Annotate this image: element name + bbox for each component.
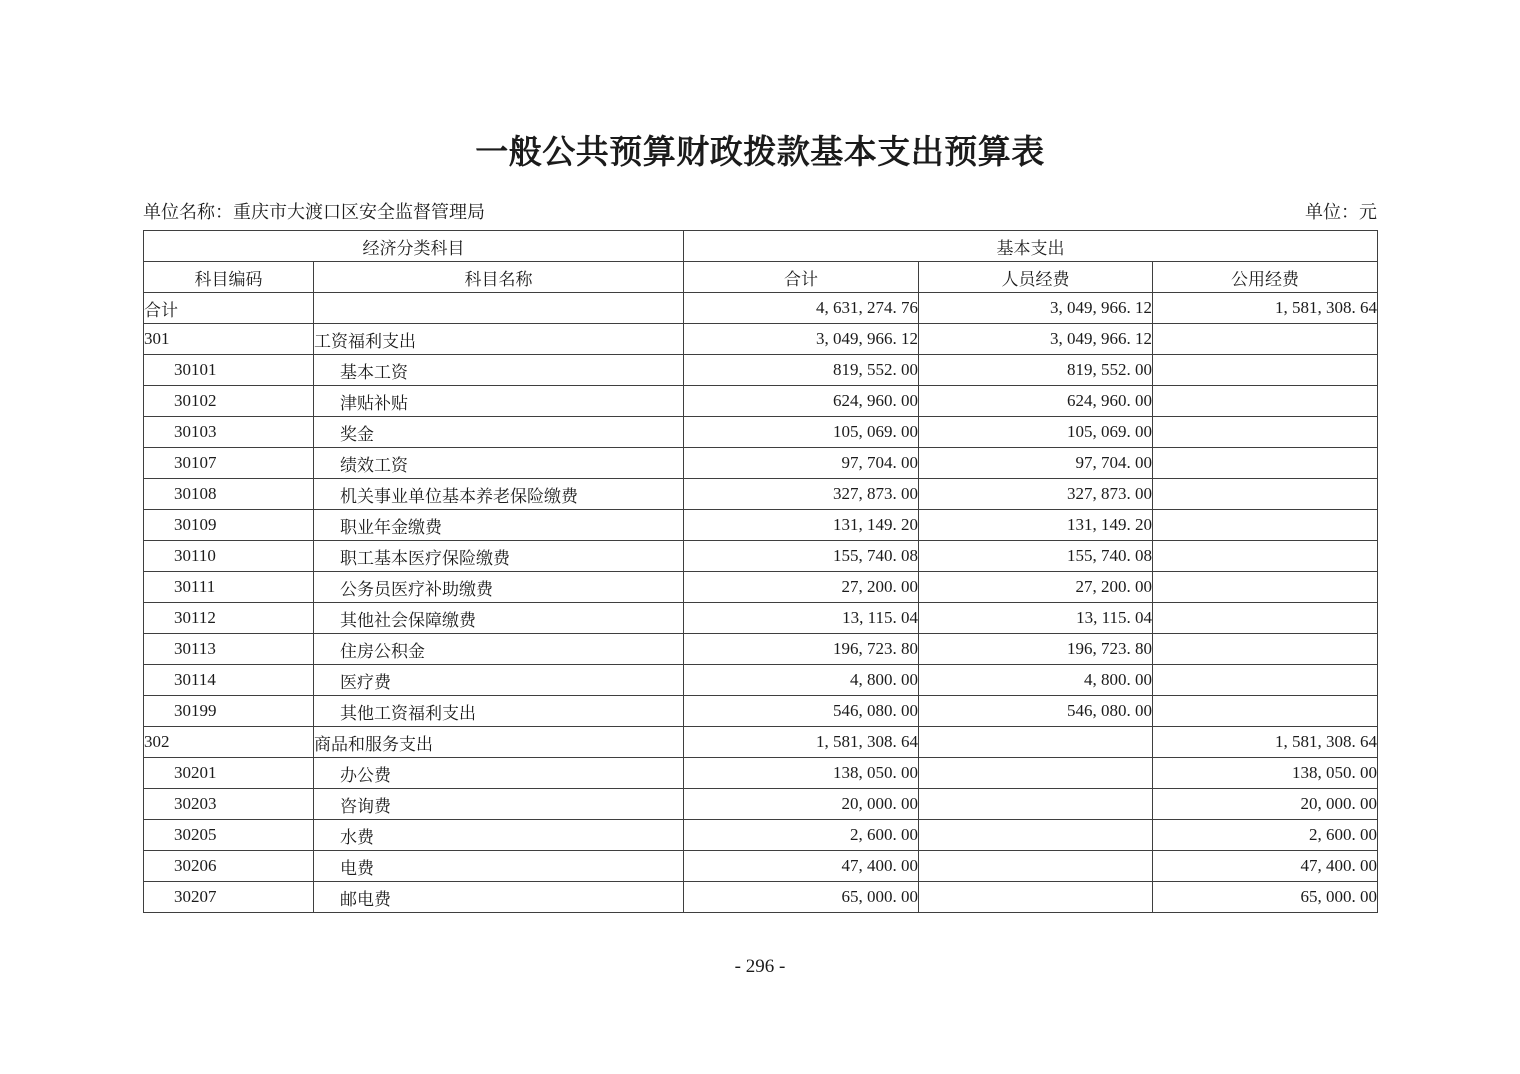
table-row (144, 603, 1378, 634)
cell-name: 基本工资 (314, 355, 684, 386)
table-row (144, 448, 1378, 479)
table-meta-row (143, 201, 1377, 223)
table-row (144, 541, 1378, 572)
cell-name: 医疗费 (314, 665, 684, 696)
table-row (144, 386, 1378, 417)
header-group-row (144, 231, 1378, 262)
cell-name: 电费 (314, 851, 684, 882)
cell-public: 1, 581, 308. 64 (1153, 293, 1378, 324)
cell-name: 津贴补贴 (314, 386, 684, 417)
header-economic-classification: 经济分类科目 (144, 231, 684, 262)
table-row (144, 727, 1378, 758)
table-row (144, 479, 1378, 510)
cell-public: 65, 000. 00 (1153, 882, 1378, 913)
cell-code: 30109 (144, 510, 314, 541)
cell-personnel (919, 820, 1153, 851)
cell-public (1153, 355, 1378, 386)
cell-total: 105, 069. 00 (684, 417, 919, 448)
cell-name: 水费 (314, 820, 684, 851)
cell-code: 合计 (144, 293, 314, 324)
page-number: - 296 - (734, 956, 786, 977)
cell-personnel: 3, 049, 966. 12 (919, 324, 1153, 355)
cell-name: 奖金 (314, 417, 684, 448)
cell-personnel (919, 789, 1153, 820)
cell-name: 其他社会保障缴费 (314, 603, 684, 634)
cell-total: 155, 740. 08 (684, 541, 919, 572)
cell-personnel: 13, 115. 04 (919, 603, 1153, 634)
cell-total: 3, 049, 966. 12 (684, 324, 919, 355)
cell-public (1153, 665, 1378, 696)
cell-personnel (919, 758, 1153, 789)
table-row (144, 355, 1378, 386)
cell-personnel: 27, 200. 00 (919, 572, 1153, 603)
cell-personnel (919, 882, 1153, 913)
cell-personnel (919, 727, 1153, 758)
header-columns-row (144, 262, 1378, 293)
table-row (144, 882, 1378, 913)
table-row (144, 634, 1378, 665)
cell-total: 97, 704. 00 (684, 448, 919, 479)
cell-public: 2, 600. 00 (1153, 820, 1378, 851)
header-total: 合计 (684, 262, 919, 293)
cell-total: 13, 115. 04 (684, 603, 919, 634)
cell-personnel: 4, 800. 00 (919, 665, 1153, 696)
cell-total: 131, 149. 20 (684, 510, 919, 541)
table-row (144, 324, 1378, 355)
cell-code: 30199 (144, 696, 314, 727)
cell-name: 咨询费 (314, 789, 684, 820)
cell-personnel: 105, 069. 00 (919, 417, 1153, 448)
cell-code: 30101 (144, 355, 314, 386)
cell-total: 2, 600. 00 (684, 820, 919, 851)
cell-total: 47, 400. 00 (684, 851, 919, 882)
cell-code: 30203 (144, 789, 314, 820)
cell-code: 30113 (144, 634, 314, 665)
cell-total: 4, 800. 00 (684, 665, 919, 696)
cell-name: 工资福利支出 (314, 324, 684, 355)
cell-name: 办公费 (314, 758, 684, 789)
cell-total: 4, 631, 274. 76 (684, 293, 919, 324)
cell-total: 546, 080. 00 (684, 696, 919, 727)
cell-name: 邮电费 (314, 882, 684, 913)
cell-public (1153, 386, 1378, 417)
cell-total: 196, 723. 80 (684, 634, 919, 665)
table-row (144, 696, 1378, 727)
cell-public (1153, 417, 1378, 448)
header-personnel-funds: 人员经费 (919, 262, 1153, 293)
cell-name: 住房公积金 (314, 634, 684, 665)
budget-table (143, 230, 1378, 913)
cell-public (1153, 603, 1378, 634)
cell-personnel: 327, 873. 00 (919, 479, 1153, 510)
cell-public (1153, 479, 1378, 510)
table-row (144, 293, 1378, 324)
cell-personnel: 3, 049, 966. 12 (919, 293, 1153, 324)
cell-code: 30102 (144, 386, 314, 417)
cell-code: 30103 (144, 417, 314, 448)
cell-public: 20, 000. 00 (1153, 789, 1378, 820)
unit-name-label: 单位名称：重庆市大渡口区安全监督管理局 (143, 202, 485, 222)
cell-personnel: 155, 740. 08 (919, 541, 1153, 572)
cell-total: 624, 960. 00 (684, 386, 919, 417)
cell-public (1153, 572, 1378, 603)
cell-personnel: 819, 552. 00 (919, 355, 1153, 386)
table-row (144, 758, 1378, 789)
cell-code: 30111 (144, 572, 314, 603)
cell-total: 327, 873. 00 (684, 479, 919, 510)
table-row (144, 572, 1378, 603)
cell-name: 职业年金缴费 (314, 510, 684, 541)
header-subject-code: 科目编码 (144, 262, 314, 293)
cell-total: 27, 200. 00 (684, 572, 919, 603)
cell-public (1153, 696, 1378, 727)
cell-code: 30207 (144, 882, 314, 913)
cell-public (1153, 510, 1378, 541)
cell-personnel: 97, 704. 00 (919, 448, 1153, 479)
cell-code: 30112 (144, 603, 314, 634)
cell-code: 30107 (144, 448, 314, 479)
cell-personnel: 196, 723. 80 (919, 634, 1153, 665)
page-title: 一般公共预算财政拨款基本支出预算表 (475, 135, 1045, 171)
cell-total: 819, 552. 00 (684, 355, 919, 386)
table-row (144, 665, 1378, 696)
cell-name: 绩效工资 (314, 448, 684, 479)
cell-name: 机关事业单位基本养老保险缴费 (314, 479, 684, 510)
header-basic-expenditure: 基本支出 (684, 231, 1378, 262)
cell-public (1153, 634, 1378, 665)
cell-code: 301 (144, 324, 314, 355)
cell-name: 商品和服务支出 (314, 727, 684, 758)
cell-total: 65, 000. 00 (684, 882, 919, 913)
table-row (144, 789, 1378, 820)
cell-name: 其他工资福利支出 (314, 696, 684, 727)
cell-code: 30205 (144, 820, 314, 851)
cell-personnel: 624, 960. 00 (919, 386, 1153, 417)
header-subject-name: 科目名称 (314, 262, 684, 293)
document-page (143, 0, 1377, 978)
table-row (144, 851, 1378, 882)
cell-code: 30108 (144, 479, 314, 510)
header-public-funds: 公用经费 (1153, 262, 1378, 293)
cell-code: 30114 (144, 665, 314, 696)
table-row (144, 510, 1378, 541)
cell-total: 20, 000. 00 (684, 789, 919, 820)
cell-total: 138, 050. 00 (684, 758, 919, 789)
cell-public (1153, 541, 1378, 572)
cell-public: 47, 400. 00 (1153, 851, 1378, 882)
cell-public (1153, 324, 1378, 355)
cell-personnel: 546, 080. 00 (919, 696, 1153, 727)
cell-public (1153, 448, 1378, 479)
cell-code: 30110 (144, 541, 314, 572)
cell-code: 30206 (144, 851, 314, 882)
cell-total: 1, 581, 308. 64 (684, 727, 919, 758)
cell-code: 30201 (144, 758, 314, 789)
cell-public: 138, 050. 00 (1153, 758, 1378, 789)
cell-public: 1, 581, 308. 64 (1153, 727, 1378, 758)
cell-code: 302 (144, 727, 314, 758)
table-row (144, 417, 1378, 448)
cell-name: 公务员医疗补助缴费 (314, 572, 684, 603)
currency-unit-label: 单位：元 (1305, 202, 1377, 222)
cell-name: 职工基本医疗保险缴费 (314, 541, 684, 572)
cell-personnel (919, 851, 1153, 882)
table-row (144, 820, 1378, 851)
cell-name (314, 293, 684, 324)
cell-personnel: 131, 149. 20 (919, 510, 1153, 541)
